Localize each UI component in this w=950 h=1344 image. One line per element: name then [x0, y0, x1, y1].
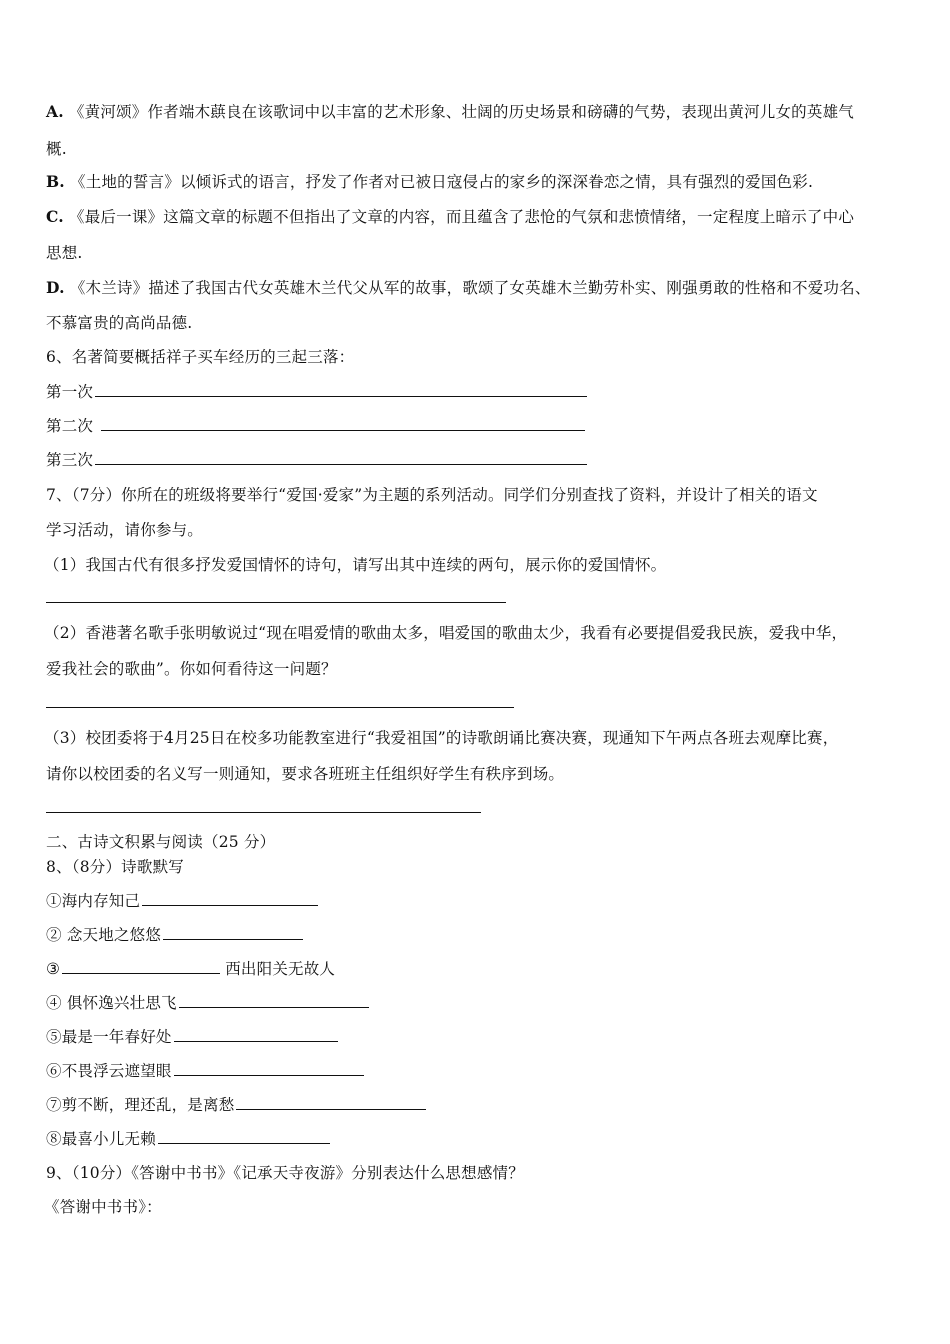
answer-blank[interactable] [174, 1060, 364, 1076]
q6-answer-line [46, 381, 587, 402]
option-letter: A. [46, 102, 64, 121]
q7-sub2-continuation: 爱我社会的歌曲”。你如何看待这一问题？ [46, 660, 337, 678]
q8-item-text: ② 念天地之悠悠 [46, 926, 162, 944]
q8-item [46, 890, 318, 911]
q9-sub1: 《答谢中书书》： [44, 1198, 162, 1216]
q8-item-text-after: 西出阳关无故人 [220, 960, 336, 978]
option-text: 《木兰诗》描述了我国古代女英雄木兰代父从军的故事，歌颂了女英雄木兰勤劳朴实、刚强勇敢的性格和不爱功名、 [69, 279, 871, 297]
answer-line[interactable] [46, 707, 514, 708]
q8-item-text: ①海内存知己 [46, 892, 141, 910]
option-letter: D. [46, 278, 65, 297]
option-d-continuation: 不慕富贵的高尚品德. [46, 314, 193, 332]
answer-blank[interactable] [163, 924, 303, 940]
answer-blank[interactable] [95, 381, 587, 397]
q8-item-text: ③ [46, 960, 61, 978]
answer-blank[interactable] [236, 1094, 426, 1110]
q8-item-text: ⑥不畏浮云遮望眼 [46, 1062, 172, 1080]
answer-blank[interactable] [158, 1128, 330, 1144]
option-c-continuation: 思想. [46, 244, 83, 262]
q8-item [46, 1128, 330, 1149]
answer-blank[interactable] [95, 449, 587, 465]
option-text: 《最后一课》这篇文章的标题不但指出了文章的内容，而且蕴含了悲怆的气氛和悲愤情绪，一定程度上暗示了中心 [69, 208, 855, 226]
answer-line[interactable] [46, 812, 481, 813]
option-c [46, 207, 854, 227]
q8-item [46, 1094, 426, 1115]
q7-sub2: （2）香港著名歌手张明敏说过“现在唱爱情的歌曲太多，唱爱国的歌曲太少，我看有必要提倡爱我民族，爱我中华， [44, 624, 848, 642]
answer-blank[interactable] [142, 890, 318, 906]
answer-blank[interactable] [101, 415, 585, 431]
q8-item [46, 924, 303, 945]
q6-item-label: 第一次 [46, 383, 94, 401]
q7-prompt: 7、（7分）你所在的班级将要举行“爱国·爱家”为主题的系列活动。同学们分别查找了资料，并设计了相关的语文 [46, 486, 818, 504]
q8-item [46, 992, 369, 1013]
q9-prompt: 9、（10分）《答谢中书书》《记承天寺夜游》分别表达什么思想感情？ [46, 1164, 524, 1182]
option-letter: B. [46, 172, 65, 191]
q8-item [46, 958, 335, 979]
option-a [46, 102, 854, 122]
q8-item-text: ④ 俱怀逸兴壮思飞 [46, 994, 177, 1012]
q7-sub3: （3）校团委将于4月25日在校多功能教室进行“我爱祖国”的诗歌朗诵比赛决赛，现通知下午两点各班去观摩比赛， [44, 729, 839, 747]
answer-blank[interactable] [174, 1026, 338, 1042]
option-text: 《黄河颂》作者端木蕻良在该歌词中以丰富的艺术形象、壮阔的历史场景和磅礴的气势，表现出黄河儿女的英雄气 [68, 103, 854, 121]
option-text: 《土地的誓言》以倾诉式的语言，抒发了作者对已被日寇侵占的家乡的深深眷恋之情，具有强烈的爱国色彩. [70, 173, 814, 191]
option-d [46, 278, 871, 298]
q7-sub3-continuation: 请你以校团委的名义写一则通知，要求各班班主任组织好学生有秩序到场。 [46, 765, 565, 783]
q6-item-label: 第二次 [46, 417, 94, 435]
q8-item-text: ⑤最是一年春好处 [46, 1028, 172, 1046]
q6-prompt: 6、名著简要概括祥子买车经历的三起三落： [46, 348, 355, 366]
q8-prompt: 8、（8分）诗歌默写 [46, 858, 184, 876]
option-b [46, 172, 813, 192]
q8-item-text: ⑧最喜小儿无赖 [46, 1130, 156, 1148]
q7-sub1: （1）我国古代有很多抒发爱国情怀的诗句，请写出其中连续的两句，展示你的爱国情怀。 [44, 556, 667, 574]
q7-prompt-continuation: 学习活动，请你参与。 [46, 521, 204, 539]
q6-answer-line [46, 449, 587, 470]
option-letter: C. [46, 207, 64, 226]
answer-line[interactable] [46, 602, 506, 603]
q8-item-text: ⑦剪不断，理还乱，是离愁 [46, 1096, 235, 1114]
section-title: 二、古诗文积累与阅读（25 分） [46, 833, 276, 851]
q8-item [46, 1026, 338, 1047]
answer-blank[interactable] [62, 958, 220, 974]
option-a-continuation: 概. [46, 140, 67, 158]
q6-item-label: 第三次 [46, 451, 94, 469]
q8-item [46, 1060, 364, 1081]
q6-answer-line [46, 415, 585, 436]
answer-blank[interactable] [179, 992, 369, 1008]
